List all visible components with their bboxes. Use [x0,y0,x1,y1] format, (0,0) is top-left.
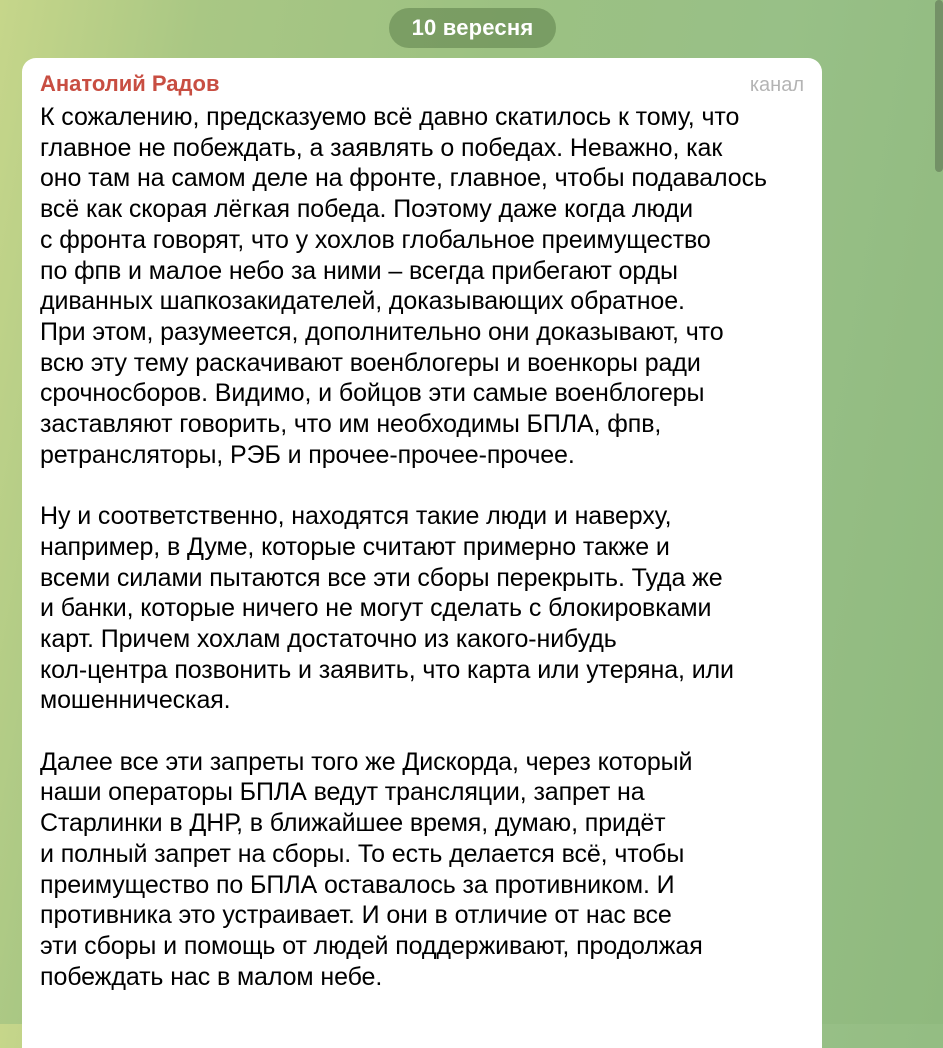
message-paragraph: Ну и соответственно, находятся такие люди и наверху, например, в Думе, которые считают примерно также и всеми силами пытаются все эти сборы перекрыть. Туда же и банки, которые ничего не могут сделать с блокировками карт. Причем хохлам достаточно из какого-нибудь кол-центра позвонить и заявить, что карта или утеряна, или мошенническая. [40,502,734,715]
message-paragraph: К сожалению, предсказуемо всё давно скатилось к тому, что главное не побеждать, а заявлять о победах. Неважно, как оно там на самом деле на фронте, главное, чтобы подавалось всё как скорая лёгкая победа. Поэтому даже когда люди с фронта говорят, что у хохлов глобальное преимущество по фпв и малое небо за ними – всегда прибегают орды диванных шапкозакидателей, доказывающих обратное. При этом, разумеется, дополнительно они доказывают, что всю эту тему раскачивают военблогеры и военкоры ради срочносборов. Видимо, и бойцов эти самые военблогеры заставляют говорить, что им необходимы БПЛА, фпв, ретрансляторы, РЭБ и прочее-прочее-прочее. [40,103,767,469]
channel-label: канал [749,74,804,96]
message-bubble[interactable] [22,58,822,1048]
message-author[interactable]: Анатолий Радов [40,71,220,96]
date-separator: 10 вересня [389,8,556,48]
message-paragraph: Далее все эти запреты того же Дискорда, через который наши операторы БПЛА ведут трансляции, запрет на Старлинки в ДНР, в ближайшее время, думаю, придёт и полный запрет на сборы. То есть делается всё, чтобы преимущество по БПЛА оставалось за противником. И противника это устраивает. И они в отличие от нас все эти сборы и помощь от людей поддерживают, продолжая побеждать нас в малом небе. [40,747,703,991]
scrollbar-thumb[interactable] [935,0,943,172]
message-text [40,102,815,992]
